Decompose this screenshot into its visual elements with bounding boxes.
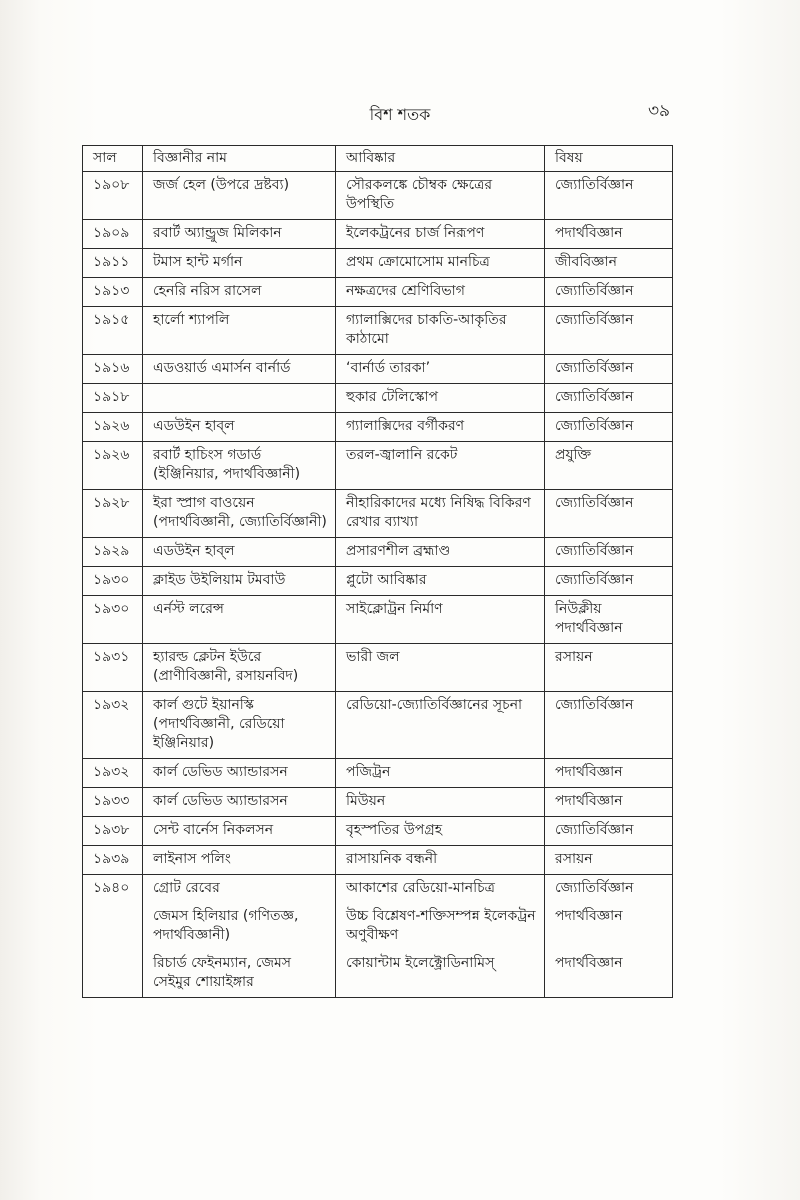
- scientist-cell: কার্ল গুটে ইয়ানস্কি (পদার্থবিজ্ঞানী, রেডিয়ো ইঞ্জিনিয়ার): [143, 692, 336, 759]
- subject-cell: জ্যোতির্বিজ্ঞান: [545, 817, 673, 846]
- discoveries-table: [82, 145, 673, 998]
- year-cell: ১৯২৯: [83, 538, 143, 567]
- subject-entry: জ্যোতির্বিজ্ঞান: [555, 880, 634, 896]
- discovery-cell: প্রসারণশীল ব্রহ্মাণ্ড: [336, 538, 545, 567]
- scientist-cell: টমাস হান্ট মর্গান: [143, 249, 336, 278]
- year-cell: ১৯২৮: [83, 490, 143, 538]
- page-number: ৩৯: [648, 101, 671, 121]
- scientist-cell: এডউইন হাব্‌ল: [143, 538, 336, 567]
- discovery-entry: আকাশের রেডিয়ো-মানচিত্র: [346, 880, 495, 896]
- year-cell: ১৯০৮: [83, 172, 143, 220]
- scientist-cell: জর্জ হেল (উপরে দ্রষ্টব্য): [143, 172, 336, 220]
- discovery-cell: তরল-জ্বালানি রকেট: [336, 442, 545, 490]
- subject-cell: জ্যোতির্বিজ্ঞান: [545, 413, 673, 442]
- scientist-entry: জেমস হিলিয়ার (গণিতজ্ঞ, পদার্থবিজ্ঞানী): [153, 908, 299, 943]
- table-row: [83, 278, 673, 307]
- discovery-cell: পজিট্রন: [336, 759, 545, 788]
- table-row: [83, 567, 673, 596]
- table-row: [83, 490, 673, 538]
- subject-cell: প্রযুক্তি: [545, 442, 673, 490]
- scientist-cell: কার্ল ডেভিড অ্যান্ডারসন: [143, 788, 336, 817]
- year-cell: ১৯৩৯: [83, 846, 143, 875]
- year-cell: ১৯৩০: [83, 567, 143, 596]
- scientist-cell: রবার্ট হাচিংস গডার্ড (ইঞ্জিনিয়ার, পদার্থবিজ্ঞানী): [143, 442, 336, 490]
- subject-cell: পদার্থবিজ্ঞান: [545, 788, 673, 817]
- running-head: বিশ শতক: [369, 105, 431, 124]
- discovery-cell: মিউয়ন: [336, 788, 545, 817]
- table-header-row: [83, 146, 673, 172]
- subject-cell: জ্যোতির্বিজ্ঞান: [545, 278, 673, 307]
- discovery-cell: গ্যালাক্সিদের বর্গীকরণ: [336, 413, 545, 442]
- table-row: [83, 413, 673, 442]
- discovery-cell: হুকার টেলিস্কোপ: [336, 384, 545, 413]
- subject-entry: পদার্থবিজ্ঞান: [555, 908, 623, 924]
- table-row: [83, 220, 673, 249]
- scientist-cell: হ্যারল্ড ক্লেটন ইউরে (প্রাণীবিজ্ঞানী, রসায়নবিদ): [143, 644, 336, 692]
- subject-cell: রসায়ন: [545, 846, 673, 875]
- discovery-entry: উচ্চ বিশ্লেষণ-শক্তিসম্পন্ন ইলেকট্রন অণুবীক্ষণ: [346, 908, 536, 943]
- year-cell: ১৯১৮: [83, 384, 143, 413]
- table-row: [83, 596, 673, 644]
- year-cell: ১৯২৬: [83, 413, 143, 442]
- discovery-cell: প্রথম ক্রোমোসোম মানচিত্র: [336, 249, 545, 278]
- discovery-cell: ভারী জল: [336, 644, 545, 692]
- subject-cell: জীববিজ্ঞান: [545, 249, 673, 278]
- column-header-subject: বিষয়: [545, 146, 673, 172]
- scientist-entry: গ্রোট রেবের: [153, 880, 220, 896]
- discovery-cell: ইলেকট্রনের চার্জ নিরূপণ: [336, 220, 545, 249]
- subject-cell: জ্যোতির্বিজ্ঞান: [545, 490, 673, 538]
- discovery-cell: বৃহস্পতির উপগ্রহ: [336, 817, 545, 846]
- scientist-cell: এডওয়ার্ড এমার্সন বার্নার্ড: [143, 355, 336, 384]
- year-cell: ১৯১৩: [83, 278, 143, 307]
- year-cell: ১৯৪০: [83, 875, 143, 998]
- year-cell: ১৯১৬: [83, 355, 143, 384]
- table-row: [83, 172, 673, 220]
- subject-cell: [545, 875, 673, 998]
- year-cell: ১৯১১: [83, 249, 143, 278]
- discovery-cell: ‘বার্নার্ড তারকা’: [336, 355, 545, 384]
- subject-cell: জ্যোতির্বিজ্ঞান: [545, 567, 673, 596]
- year-cell: ১৯৩১: [83, 644, 143, 692]
- scientist-cell: [143, 875, 336, 998]
- table-row: [83, 384, 673, 413]
- scientist-cell: সেন্ট বার্নেস নিকলসন: [143, 817, 336, 846]
- subject-cell: জ্যোতির্বিজ্ঞান: [545, 355, 673, 384]
- year-cell: ১৯২৬: [83, 442, 143, 490]
- discovery-cell: গ্যালাক্সিদের চাকতি-আকৃতির কাঠামো: [336, 307, 545, 355]
- subject-cell: জ্যোতির্বিজ্ঞান: [545, 692, 673, 759]
- year-cell: ১৯১৫: [83, 307, 143, 355]
- table-row: [83, 249, 673, 278]
- discovery-cell: [336, 875, 545, 998]
- table-row: [83, 759, 673, 788]
- scientist-cell: রবার্ট অ্যান্ড্রুজ মিলিকান: [143, 220, 336, 249]
- subject-cell: জ্যোতির্বিজ্ঞান: [545, 384, 673, 413]
- year-cell: ১৯৩৩: [83, 788, 143, 817]
- scientist-cell: হার্লো শ্যাপলি: [143, 307, 336, 355]
- scientist-cell: এডউইন হাব্‌ল: [143, 413, 336, 442]
- scientist-cell: ইরা স্প্রাগ বাওয়েন (পদার্থবিজ্ঞানী, জ্যোতির্বিজ্ঞানী): [143, 490, 336, 538]
- discovery-entry: কোয়ান্টাম ইলেক্ট্রোডিনামিস্‌: [346, 955, 495, 971]
- scientist-cell: [143, 384, 336, 413]
- column-header-scientist: বিজ্ঞানীর নাম: [143, 146, 336, 172]
- table-row: [83, 692, 673, 759]
- scientist-cell: হেনরি নরিস রাসেল: [143, 278, 336, 307]
- column-header-discovery: আবিষ্কার: [336, 146, 545, 172]
- table-row: [83, 875, 673, 998]
- year-cell: ১৯৩২: [83, 759, 143, 788]
- table-row: [83, 817, 673, 846]
- year-cell: ১৯০৯: [83, 220, 143, 249]
- scientist-cell: এর্নস্ট লরেন্স: [143, 596, 336, 644]
- table-row: [83, 644, 673, 692]
- subject-cell: পদার্থবিজ্ঞান: [545, 759, 673, 788]
- scientist-cell: লাইনাস পলিং: [143, 846, 336, 875]
- subject-entry: পদার্থবিজ্ঞান: [555, 955, 623, 971]
- column-header-year: সাল: [83, 146, 143, 172]
- subject-cell: নিউক্লীয় পদার্থবিজ্ঞান: [545, 596, 673, 644]
- subject-cell: জ্যোতির্বিজ্ঞান: [545, 307, 673, 355]
- discovery-cell: সৌরকলঙ্কে চৌম্বক ক্ষেত্রের উপস্থিতি: [336, 172, 545, 220]
- table-row: [83, 307, 673, 355]
- table-row: [83, 442, 673, 490]
- scientist-cell: ক্লাইড উইলিয়াম টমবাউ: [143, 567, 336, 596]
- subject-cell: রসায়ন: [545, 644, 673, 692]
- discovery-cell: নীহারিকাদের মধ্যে নিষিদ্ধ বিকিরণ রেখার ব্যাখ্যা: [336, 490, 545, 538]
- table-row: [83, 355, 673, 384]
- subject-cell: জ্যোতির্বিজ্ঞান: [545, 172, 673, 220]
- subject-cell: পদার্থবিজ্ঞান: [545, 220, 673, 249]
- discovery-cell: সাইক্লোট্রন নির্মাণ: [336, 596, 545, 644]
- discovery-cell: রেডিয়ো-জ্যোতির্বিজ্ঞানের সূচনা: [336, 692, 545, 759]
- table-row: [83, 788, 673, 817]
- scientist-cell: কার্ল ডেভিড অ্যান্ডারসন: [143, 759, 336, 788]
- discovery-cell: নক্ষত্রদের শ্রেণিবিভাগ: [336, 278, 545, 307]
- discovery-cell: প্লুটো আবিষ্কার: [336, 567, 545, 596]
- year-cell: ১৯৩২: [83, 692, 143, 759]
- year-cell: ১৯৩০: [83, 596, 143, 644]
- discovery-cell: রাসায়নিক বন্ধনী: [336, 846, 545, 875]
- table-row: [83, 538, 673, 567]
- subject-cell: জ্যোতির্বিজ্ঞান: [545, 538, 673, 567]
- table-row: [83, 846, 673, 875]
- year-cell: ১৯৩৮: [83, 817, 143, 846]
- scientist-entry: রিচার্ড ফেইনম্যান, জেমস সেইমুর শোয়াইঙ্গার: [153, 955, 292, 990]
